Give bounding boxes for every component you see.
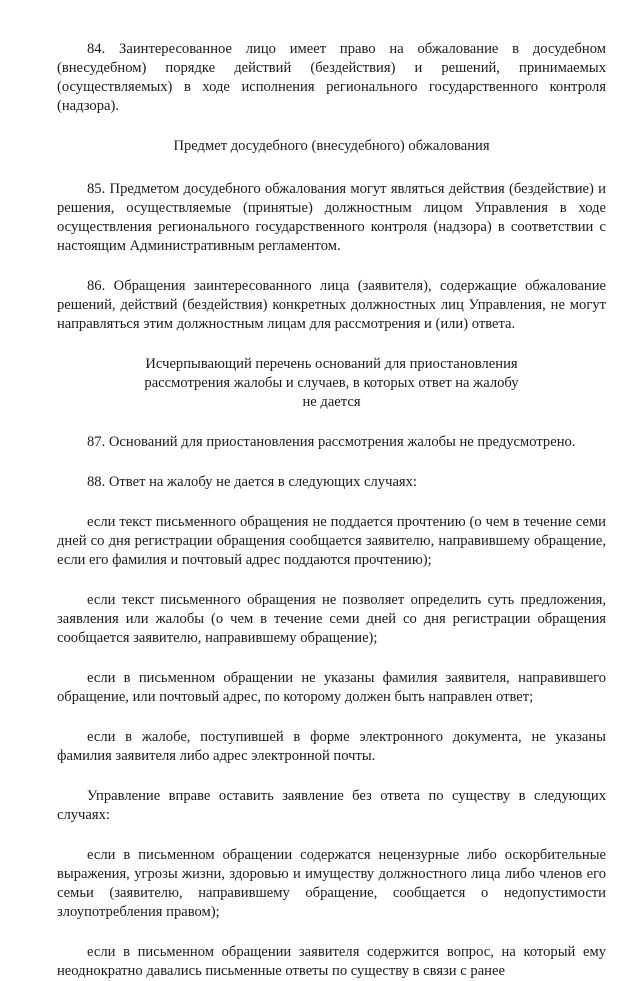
case-no-name-postal: если в письменном обращении не указаны фамилия заявителя, направившего обращение, или почтовый адрес, по которому должен быть направлен ответ; xyxy=(57,670,606,705)
heading-suspension-grounds xyxy=(57,355,606,412)
case-repeated-question: если в письменном обращении заявителя содержится вопрос, на который ему неоднократно давались письменные ответы по существу в связи с ранее xyxy=(57,944,606,979)
case-essence-undetermined: если текст письменного обращения не позволяет определить суть предложения, заявления или жалобы (о чем в течение семи дней со дня регистрации обращения сообщается заявителю, направившему обращение); xyxy=(57,592,606,646)
paragraph-87: 87. Оснований для приостановления рассмотрения жалобы не предусмотрено. xyxy=(87,434,576,450)
paragraph-88: 88. Ответ на жалобу не дается в следующих случаях: xyxy=(87,474,417,490)
case-unreadable: если текст письменного обращения не поддается прочтению (о чем в течение семи дней со дня регистрации обращения сообщается заявителю, направившему обращение, если его фамилия и почтовый адрес поддаются прочтению); xyxy=(57,514,606,568)
heading-line-3: не дается xyxy=(302,394,361,410)
heading-appeal-subject: Предмет досудебного (внесудебного) обжалования xyxy=(173,138,490,154)
case-obscene: если в письменном обращении содержатся нецензурные либо оскорбительные выражения, угрозы жизни, здоровью и имуществу должностного лица либо членов его семьи (заявителю, направившему обращение, сообщается о недопустимости злоупотребления правом); xyxy=(57,847,606,920)
paragraph-84: 84. Заинтересованное лицо имеет право на обжалование в досудебном (внесудебном) порядке действий (бездействия) и решений, принимаемых (осуществляемых) в ходе исполнения регионального государственного контроля (надзора). xyxy=(57,41,606,114)
paragraph-85: 85. Предметом досудебного обжалования могут являться действия (бездействие) и решения, осуществляемые (принятые) должностным лицом Управления в ходе осуществления регионального государственного контроля (надзора) в соответствии с настоящим Административным регламентом. xyxy=(57,181,606,254)
heading-line-1: Исчерпывающий перечень оснований для приостановления xyxy=(145,356,518,372)
paragraph-86: 86. Обращения заинтересованного лица (заявителя), содержащие обжалование решений, действий (бездействия) конкретных должностных лиц Управления, не могут направляться этим должностным лицам для рассмотрения и (или) ответа. xyxy=(57,278,606,332)
heading-line-2: рассмотрения жалобы и случаев, в которых ответ на жалобу xyxy=(144,375,519,391)
case-no-name-email: если в жалобе, поступившей в форме электронного документа, не указаны фамилия заявителя либо адрес электронной почты. xyxy=(57,729,606,764)
paragraph-leave-without-answer: Управление вправе оставить заявление без ответа по существу в следующих случаях: xyxy=(57,788,606,823)
